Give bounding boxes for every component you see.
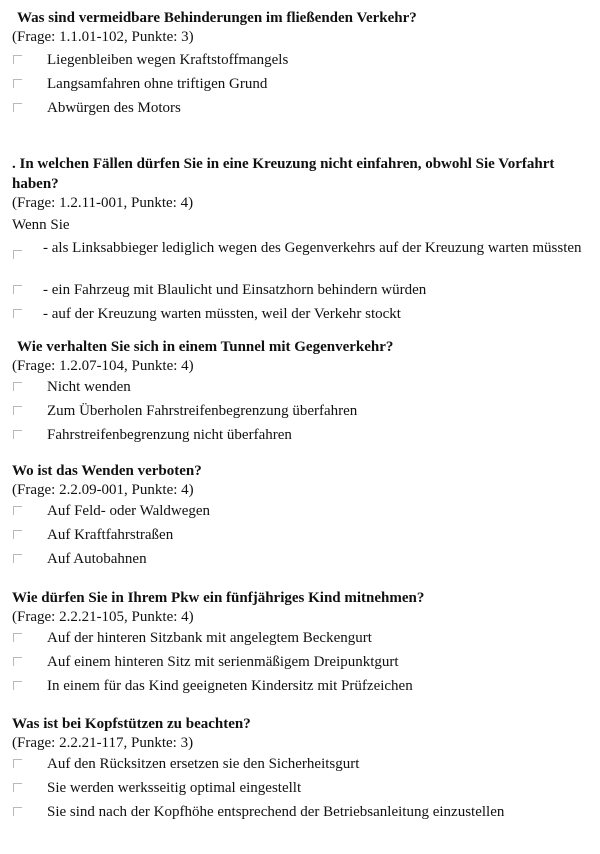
question-6 <box>12 714 592 826</box>
answer-label: Auf Kraftfahrstraßen <box>47 527 174 543</box>
checkbox-icon[interactable] <box>13 406 22 415</box>
question-meta: (Frage: 2.2.09-001, Punkte: 4) <box>12 482 194 498</box>
answer-option[interactable] <box>12 50 592 74</box>
question-1 <box>12 8 592 122</box>
answer-option[interactable] <box>12 74 592 98</box>
question-2 <box>12 154 592 328</box>
answer-option[interactable] <box>12 238 592 280</box>
answer-option[interactable] <box>12 501 592 525</box>
checkbox-icon[interactable] <box>13 430 22 439</box>
checkbox-icon[interactable] <box>13 285 22 294</box>
answer-option[interactable] <box>12 525 592 549</box>
answer-label: Auf einem hinteren Sitz mit serienmäßigem Dreipunktgurt <box>47 654 399 670</box>
answer-label: Auf Feld- oder Waldwegen <box>47 503 211 519</box>
answer-option[interactable] <box>12 802 592 826</box>
answer-label: Auf Autobahnen <box>47 551 147 567</box>
answer-option[interactable] <box>12 754 592 778</box>
checkbox-icon[interactable] <box>13 530 22 539</box>
question-3 <box>12 337 592 449</box>
question-title: Wie verhalten Sie sich in einem Tunnel mit Gegenverkehr? <box>17 339 394 355</box>
question-intro: Wenn Sie <box>12 217 70 233</box>
checkbox-icon[interactable] <box>13 783 22 792</box>
answer-option[interactable] <box>12 676 592 700</box>
checkbox-icon[interactable] <box>13 554 22 563</box>
checkbox-icon[interactable] <box>13 103 22 112</box>
checkbox-icon[interactable] <box>13 506 22 515</box>
answer-option[interactable] <box>12 280 592 304</box>
answer-option[interactable] <box>12 549 592 573</box>
answer-label: Nicht wenden <box>47 379 131 395</box>
checkbox-icon[interactable] <box>13 759 22 768</box>
answer-label: Auf den Rücksitzen ersetzen sie den Sicherheitsgurt <box>47 756 360 772</box>
checkbox-icon[interactable] <box>13 55 22 64</box>
answer-label: - auf der Kreuzung warten müssten, weil der Verkehr stockt <box>43 306 401 322</box>
question-5 <box>12 588 592 700</box>
question-title: . In welchen Fällen dürfen Sie in eine Kreuzung nicht einfahren, obwohl Sie Vorfahrt haben? <box>12 156 555 192</box>
answer-label: In einem für das Kind geeigneten Kindersitz mit Prüfzeichen <box>47 678 413 694</box>
answer-option[interactable] <box>12 652 592 676</box>
question-4 <box>12 461 592 573</box>
checkbox-icon[interactable] <box>13 79 22 88</box>
question-meta: (Frage: 1.1.01-102, Punkte: 3) <box>12 29 194 45</box>
question-meta: (Frage: 1.2.11-001, Punkte: 4) <box>12 195 194 211</box>
question-title: Wie dürfen Sie in Ihrem Pkw ein fünfjähriges Kind mitnehmen? <box>12 590 425 606</box>
answer-option[interactable] <box>12 304 592 328</box>
answer-label: Zum Überholen Fahrstreifenbegrenzung überfahren <box>47 403 358 419</box>
checkbox-icon[interactable] <box>13 633 22 642</box>
question-title: Was ist bei Kopfstützen zu beachten? <box>12 716 251 732</box>
question-title: Was sind vermeidbare Behinderungen im fließenden Verkehr? <box>17 10 417 26</box>
answer-label: - als Linksabbieger lediglich wegen des Gegenverkehrs auf der Kreuzung warten müssten <box>43 240 582 256</box>
question-meta: (Frage: 1.2.07-104, Punkte: 4) <box>12 358 194 374</box>
answer-label: Sie sind nach der Kopfhöhe entsprechend der Betriebsanleitung einzustellen <box>47 804 505 820</box>
answer-label: Sie werden werksseitig optimal eingestellt <box>47 780 302 796</box>
question-title: Wo ist das Wenden verboten? <box>12 463 202 479</box>
answer-label: Liegenbleiben wegen Kraftstoffmangels <box>47 52 289 68</box>
checkbox-icon[interactable] <box>13 309 22 318</box>
checkbox-icon[interactable] <box>13 657 22 666</box>
answer-option[interactable] <box>12 628 592 652</box>
checkbox-icon[interactable] <box>13 807 22 816</box>
answer-option[interactable] <box>12 425 592 449</box>
answer-label: Fahrstreifenbegrenzung nicht überfahren <box>47 427 292 443</box>
answer-option[interactable] <box>12 377 592 401</box>
answer-option[interactable] <box>12 401 592 425</box>
answer-option[interactable] <box>12 778 592 802</box>
answer-label: - ein Fahrzeug mit Blaulicht und Einsatzhorn behindern würden <box>43 282 427 298</box>
checkbox-icon[interactable] <box>13 681 22 690</box>
answer-label: Auf der hinteren Sitzbank mit angelegtem Beckengurt <box>47 630 372 646</box>
question-meta: (Frage: 2.2.21-105, Punkte: 4) <box>12 609 194 625</box>
answer-option[interactable] <box>12 98 592 122</box>
question-meta: (Frage: 2.2.21-117, Punkte: 3) <box>12 735 194 751</box>
answer-label: Abwürgen des Motors <box>47 100 181 116</box>
answer-label: Langsamfahren ohne triftigen Grund <box>47 76 268 92</box>
checkbox-icon[interactable] <box>13 382 22 391</box>
checkbox-icon[interactable] <box>13 250 22 259</box>
